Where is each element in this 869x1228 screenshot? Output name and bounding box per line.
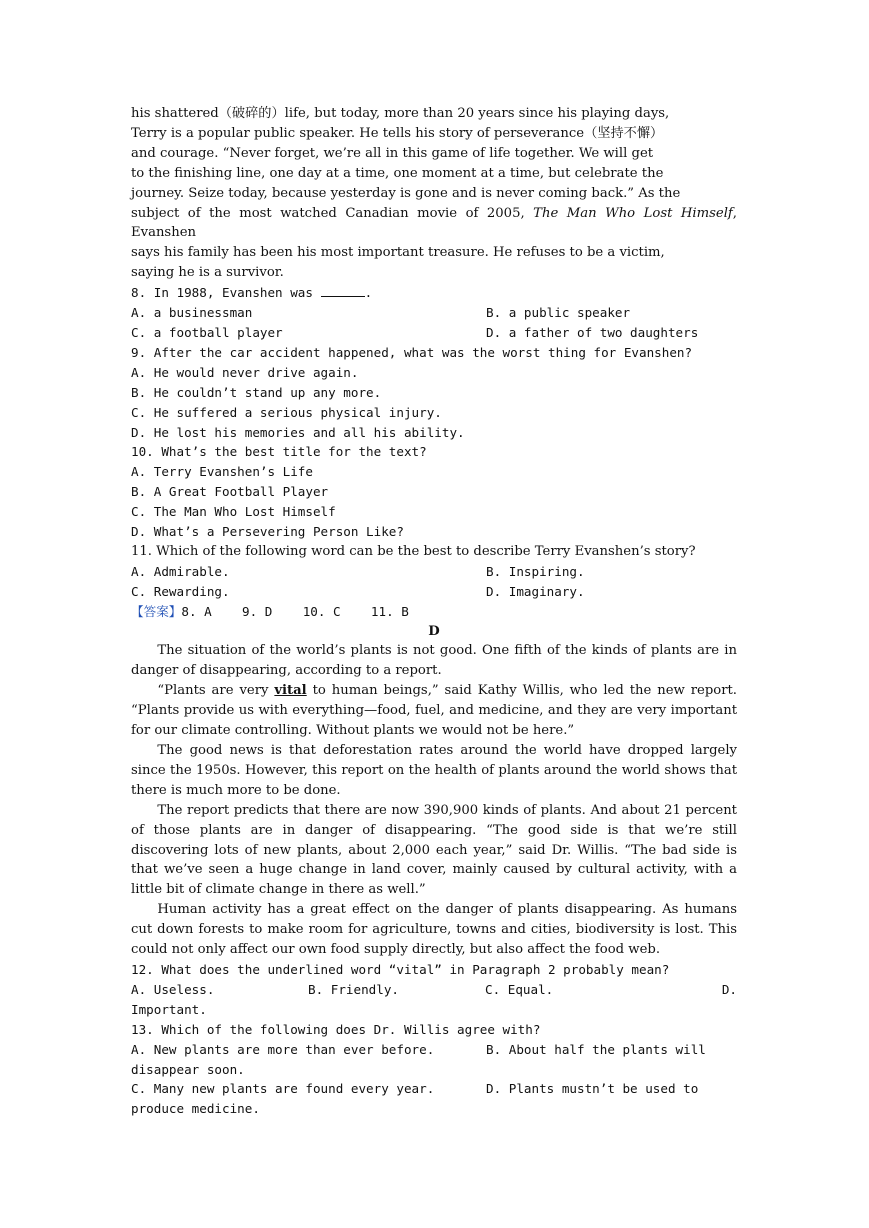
passage-line: and courage. “Never forget, we’re all in this game of life together. We will get [131, 145, 654, 161]
option-c: C. He suffered a serious physical injury. [131, 404, 442, 420]
option-d: D. What’s a Persevering Person Like? [131, 524, 404, 540]
question-stem: 10. What’s the best title for the text? [131, 444, 427, 460]
option-b: B. Inspiring. [486, 563, 585, 579]
passage-c-end [131, 104, 737, 283]
question-12 [131, 960, 737, 1020]
option-a: A. a businessman [131, 305, 253, 321]
answer-text: 8. A 9. D 10. C 11. B [181, 603, 409, 619]
underlined-word: vital [274, 683, 307, 699]
question-stem: 12. What does the underlined word “vital” in Paragraph 2 probably mean? [131, 961, 670, 977]
option-c: C. a football player [131, 324, 283, 340]
option-c: C. Rewarding. [131, 583, 230, 599]
option-c: C. Equal. [485, 981, 554, 997]
passage-line: says his family has been his most important treasure. He refuses to be a victim, [131, 245, 665, 261]
option-b: B. a public speaker [486, 305, 631, 321]
passage-d-paragraph-1: The situation of the world’s plants is not good. One fifth of the kinds of plants are in danger of disappearing, according to a report. [131, 643, 737, 679]
option-a: A. Terry Evanshen’s Life [131, 464, 313, 480]
option-d: D. Plants mustn’t be used to [486, 1081, 699, 1097]
question-10 [131, 442, 737, 542]
option-a: A. Useless. [131, 981, 215, 997]
option-d-continued: produce medicine. [131, 1101, 260, 1117]
question-9 [131, 343, 737, 443]
option-b: B. About half the plants will [486, 1041, 706, 1057]
section-heading: D [428, 623, 440, 639]
question-8 [131, 283, 737, 343]
answer-blank [321, 283, 365, 297]
passage-d-paragraph-2 [131, 681, 737, 741]
paragraph-text: to human beings,” said Kathy Willis, who led the new report. “Plants provide us with everything—food, fuel, and medicine, and they are very important for our climate controlling. Without plants we would not be here.” [131, 683, 737, 739]
option-b: B. He couldn’t stand up any more. [131, 384, 382, 400]
paragraph-text: “Plants are very [157, 683, 275, 699]
option-d: D. Imaginary. [486, 583, 585, 599]
option-a: A. Admirable. [131, 563, 230, 579]
passage-line: subject of the most watched Canadian movie of 2005, [131, 205, 534, 221]
passage-line: Terry is a popular public speaker. He tells his story of perseverance（坚持不懈） [131, 125, 664, 141]
option-d-continued: Important. [131, 1001, 207, 1017]
option-d: D. [721, 981, 737, 997]
passage-line: journey. Seize today, because yesterday is gone and is never coming back.” As the [131, 185, 681, 201]
question-stem: 8. In 1988, Evanshen was [131, 285, 321, 301]
passage-line: saying he is a survivor. [131, 265, 284, 281]
passage-line: his shattered（破碎的）life, but today, more than 20 years since his playing days, [131, 106, 670, 121]
passage-line: , Evanshen [131, 205, 737, 241]
option-b-continued: disappear soon. [131, 1061, 245, 1077]
question-13 [131, 1020, 737, 1120]
passage-d-paragraph-5: Human activity has a great effect on the danger of plants disappearing. As humans cut down forests to make room for agriculture, towns and cities, biodiversity is lost. This could not only affect our own food supply directly, but also affect the food web. [131, 902, 737, 958]
option-a: A. He would never drive again. [131, 364, 359, 380]
movie-title: The Man Who Lost Himself [533, 205, 733, 221]
question-stem: 13. Which of the following does Dr. Willis agree with? [131, 1021, 541, 1037]
option-b: B. A Great Football Player [131, 484, 329, 500]
passage-d-paragraph-3: The good news is that deforestation rates around the world have dropped largely since the 1950s. However, this report on the health of plants around the world shows that there is much more to be done. [131, 743, 737, 798]
answer-key [131, 602, 737, 622]
option-c: C. The Man Who Lost Himself [131, 504, 336, 520]
option-d: D. a father of two daughters [486, 324, 699, 340]
option-d: D. He lost his memories and all his ability. [131, 424, 465, 440]
passage-d-paragraph-4: The report predicts that there are now 390,900 kinds of plants. And about 21 percent of those plants are in danger of disappearing. “The good side is that we’re still discovering lots of new plants, about 2,000 each year,” said Dr. Willis. “The bad side is that we’ve seen a huge change in land cover, mainly caused by cultural activity, with a little bit of climate change in there as well.” [131, 802, 737, 898]
question-stem: 11. Which of the following word can be the best to describe Terry Evanshen’s story? [131, 543, 696, 559]
option-c: C. Many new plants are found every year. [131, 1081, 435, 1097]
stem-end: . [364, 285, 373, 301]
question-stem: 9. After the car accident happened, what was the worst thing for Evanshen? [131, 344, 693, 360]
question-11 [131, 542, 737, 602]
document-page [131, 104, 737, 1119]
answer-tag: 【答案】 [131, 603, 182, 619]
option-a: A. New plants are more than ever before. [131, 1041, 435, 1057]
option-b: B. Friendly. [308, 981, 399, 997]
passage-line: to the finishing line, one day at a time, one moment at a time, but celebrate the [131, 165, 664, 181]
